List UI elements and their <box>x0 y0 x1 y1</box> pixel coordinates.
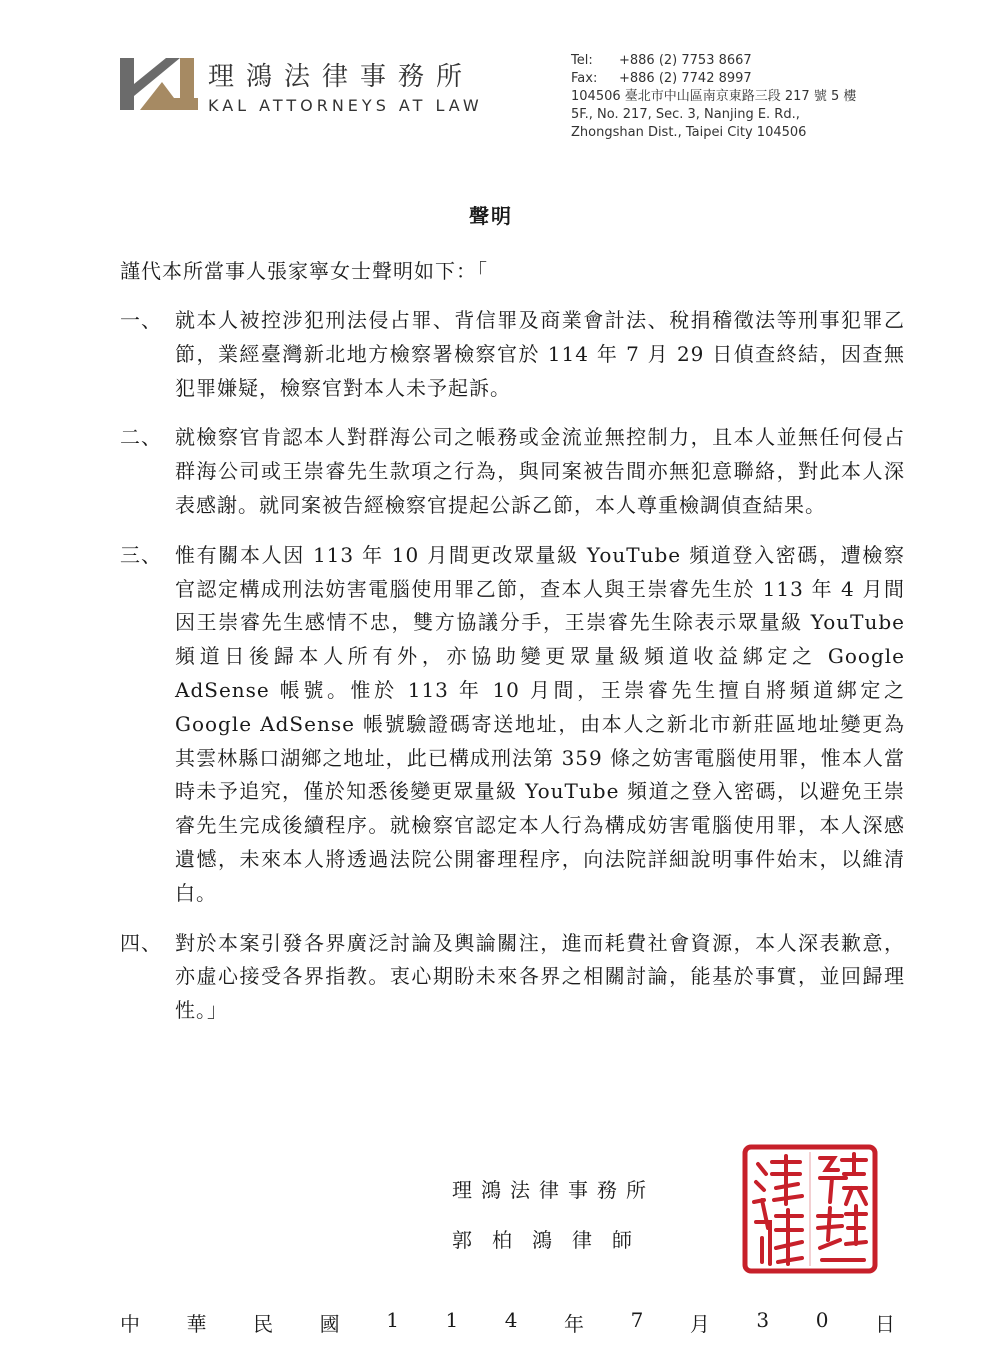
date-year-digit-3: 4 <box>504 1308 518 1332</box>
date-day-digit-1: 3 <box>756 1308 770 1332</box>
contact-info <box>571 52 856 142</box>
item-number: 三、 <box>120 542 162 567</box>
date-day-label: 日 <box>874 1312 895 1336</box>
fax-line <box>571 70 856 88</box>
fax-label: Fax: <box>571 71 598 86</box>
date-year-digit-2: 1 <box>445 1308 459 1332</box>
date-month: 7 <box>630 1308 644 1332</box>
date-era-char-4: 國 <box>319 1312 340 1336</box>
statement-item <box>120 927 905 1028</box>
date-era-char-3: 民 <box>253 1312 274 1336</box>
item-text: 就檢察官肯認本人對群海公司之帳務或金流並無控制力，且本人並無任何侵占群海公司或王崇睿先生款項之行為，與同案被告間亦無犯意聯絡，對此本人深表感謝。就同案被告經檢察官提起公訴乙節，本人尊重檢調偵查結果。 <box>175 425 905 517</box>
firm-name-en: KAL ATTORNEYS AT LAW <box>208 96 483 115</box>
statement-item <box>120 421 905 522</box>
tel-line <box>571 52 856 70</box>
tel-number: +886 (2) 7753 8667 <box>619 53 752 68</box>
date-year-digit-1: 1 <box>386 1308 399 1332</box>
item-text: 對於本案引發各界廣泛討論及輿論關注，進而耗費社會資源，本人深表歉意，亦虛心接受各界指教。衷心期盼未來各界之相關討論，能基於事實，並回歸理性。」 <box>175 930 905 1023</box>
seal-stamp-icon <box>742 1144 878 1274</box>
address-en-1: 5F., No. 217, Sec. 3, Nanjing E. Rd., <box>571 107 800 122</box>
date-day-digit-2: 0 <box>815 1308 829 1332</box>
statement-item <box>120 539 905 911</box>
address-en-2: Zhongshan Dist., Taipei City 104506 <box>571 125 807 140</box>
item-text: 惟有關本人因 113 年 10 月間更改眾量級 YouTube 頻道登入密碼，遭檢察官認定構成刑法妨害電腦使用罪乙節，查本人與王崇睿先生於 113 年 4 月間因王崇睿先生感情不忠，雙方協議分手，王崇睿先生除表示眾量級 YouTube 頻道日後歸本人所有外，亦協助變更眾量級頻道收益綁定之 Google AdSense 帳號。惟於 113 年 10 月間，王崇睿先生擅自將頻道綁定之 Google AdSense 帳號驗證碼寄送地址，由本人之新北市新莊區地址變更為其雲林縣口湖鄉之地址，此已構成刑法第 359 條之妨害電腦使用罪，惟本人當時未予追究，僅於知悉後變更眾量級 YouTube 頻道之登入密碼，以避免王崇睿先生完成後續程序。就檢察官認定本人行為構成妨害電腦使用罪，本人深感遺憾，未來本人將透過法院公開審理程序，向法院詳細說明事件始末，以維清白。 <box>175 542 905 905</box>
item-number: 一、 <box>120 308 162 332</box>
item-text: 就本人被控涉犯刑法侵占罪、背信罪及商業會計法、稅捐稽徵法等刑事犯罪乙節，業經臺灣新北地方檢察署檢察官於 114 年 7 月 29 日偵查終結，因查無犯罪嫌疑，檢察官對本人未予起訴。 <box>175 308 905 400</box>
date-month-label: 月 <box>689 1312 710 1336</box>
firm-name-cn: 理鴻法律事務所 <box>208 62 475 92</box>
kal-logo-icon <box>120 52 200 116</box>
statement-item <box>120 304 905 405</box>
signature-lawyer: 郭柏鴻律師 <box>452 1228 652 1252</box>
date-era-char-2: 華 <box>186 1312 207 1336</box>
document-title: 聲明 <box>469 204 513 228</box>
date-year-label: 年 <box>564 1312 585 1336</box>
item-number: 四、 <box>120 930 162 955</box>
date-line <box>120 1308 895 1337</box>
date-era-char-1: 中 <box>120 1312 140 1336</box>
intro-line: 謹代本所當事人張家寧女士聲明如下：「 <box>120 259 488 283</box>
statement-list <box>120 304 905 1044</box>
signature-firm: 理鴻法律事務所 <box>452 1178 655 1202</box>
tel-label: Tel: <box>571 53 593 68</box>
address-cn: 104506 臺北市中山區南京東路三段 217 號 5 樓 <box>571 89 857 104</box>
fax-number: +886 (2) 7742 8997 <box>619 71 752 86</box>
item-number: 二、 <box>120 425 162 450</box>
